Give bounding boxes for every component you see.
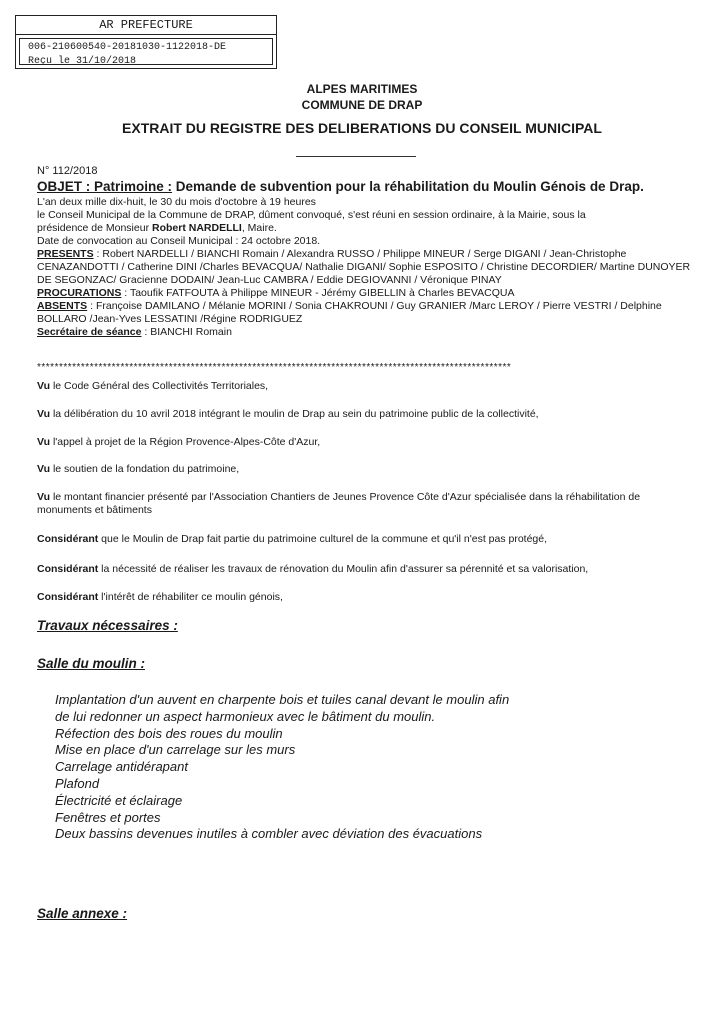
list-item: Implantation d'un auvent en charpente bois et tuiles canal devant le moulin afin xyxy=(55,692,510,707)
considerant-keyword: Considérant xyxy=(37,533,99,545)
vu-item xyxy=(37,436,697,449)
vu-keyword: Vu xyxy=(37,380,51,392)
vu-text: l'appel à projet de la Région Provence-Alpes-Côte d'Azur, xyxy=(50,436,321,448)
presidence-text: présidence de Monsieur xyxy=(37,222,152,234)
vu-keyword: Vu xyxy=(37,436,51,448)
stamp-title: AR PREFECTURE xyxy=(16,16,276,35)
absents-names: : Françoise DAMILANO / Mélanie MORINI / Sonia CHAKROUNI / Guy GRANIER /Marc LEROY / Pierre VESTRI / Delphine BOLLARO /Jean-Yves LESSATINI /Régine RODRIGUEZ xyxy=(37,300,662,325)
considerant-keyword: Considérant xyxy=(37,563,99,575)
secretaire-name: : BIANCHI Romain xyxy=(141,326,232,338)
list-item: Plafond xyxy=(55,775,100,791)
department-heading: ALPES MARITIMES xyxy=(306,82,418,96)
vu-keyword: Vu xyxy=(37,408,51,420)
commune-heading: COMMUNE DE DRAP xyxy=(301,98,423,112)
considerant-text: que le Moulin de Drap fait partie du patrimoine culturel de la commune et qu'il n'est pas protégé, xyxy=(98,533,548,545)
document-title: EXTRAIT DU REGISTRE DES DELIBERATIONS DU CONSEIL MUNICIPAL xyxy=(122,120,602,136)
procurations-list xyxy=(37,287,701,300)
stamp-reference: 006-210600540-20181030-1122018-DE xyxy=(28,42,227,53)
considerant-item xyxy=(37,533,697,546)
travaux-heading: Travaux nécessaires : xyxy=(37,618,178,633)
vu-item xyxy=(37,491,697,517)
list-item: de lui redonner un aspect harmonieux avec le bâtiment du moulin. xyxy=(55,708,436,724)
salle-annexe-heading: Salle annexe : xyxy=(37,906,128,921)
considerant-item xyxy=(37,591,697,604)
vu-keyword: Vu xyxy=(37,463,51,475)
list-item: Mise en place d'un carrelage sur les murs xyxy=(55,742,296,758)
secretaire-line xyxy=(37,326,701,339)
mayor-name: Robert NARDELLI xyxy=(151,222,242,234)
travaux-list xyxy=(55,692,509,843)
title-divider xyxy=(296,156,416,157)
deliberation-number: N° 112/2018 xyxy=(37,165,98,177)
considerant-keyword: Considérant xyxy=(37,591,99,603)
procurations-names: : Taoufik FATFOUTA à Philippe MINEUR - Jérémy GIBELLIN à Charles BEVACQUA xyxy=(121,287,515,299)
intro-council: le Conseil Municipal de la Commune de DRAP, dûment convoqué, s'est réuni en session ordinaire, à la Mairie, sous la xyxy=(37,209,586,221)
convocation-date: Date de convocation au Conseil Municipal : 24 octobre 2018. xyxy=(37,235,321,247)
stamp-inner-box xyxy=(19,38,273,65)
intro-date: L'an deux mille dix-huit, le 30 du mois d'octobre à 19 heures xyxy=(37,196,316,208)
objet-text: Demande de subvention pour la réhabilitation du Moulin Génois de Drap. xyxy=(172,179,644,194)
vu-item xyxy=(37,408,697,421)
intro-presidence xyxy=(37,222,701,235)
prefecture-stamp xyxy=(15,15,277,69)
considerant-text: l'intérêt de réhabiliter ce moulin génois, xyxy=(98,591,283,603)
list-item: Électricité et éclairage xyxy=(55,792,183,808)
absents-label: ABSENTS xyxy=(37,300,88,312)
vu-text: le montant financier présenté par l'Association Chantiers de Jeunes Provence Côte d'Azur spécialisée dans la réhabilitation de monuments et bâtiments xyxy=(37,491,641,516)
mayor-title: , Maire. xyxy=(241,222,277,234)
stamp-received-date: Reçu le 31/10/2018 xyxy=(28,56,137,67)
considerant-item xyxy=(37,563,697,576)
separator-stars: ************************************************************************************************************ xyxy=(37,362,512,373)
secretaire-label: Secrétaire de séance xyxy=(37,326,142,338)
presents-list xyxy=(37,248,701,287)
vu-text: la délibération du 10 avril 2018 intégrant le moulin de Drap au sein du patrimoine public de la collectivité, xyxy=(50,408,539,420)
procurations-label: PROCURATIONS xyxy=(37,287,122,299)
list-item: Carrelage antidérapant xyxy=(55,759,188,775)
list-item: Fenêtres et portes xyxy=(55,809,161,825)
vu-item xyxy=(37,463,697,476)
vu-keyword: Vu xyxy=(37,491,51,503)
vu-text: le Code Général des Collectivités Territoriales, xyxy=(50,380,269,392)
objet-line xyxy=(37,180,701,193)
considerant-text: la nécessité de réaliser les travaux de rénovation du Moulin afin d'assurer sa pérennité et sa valorisation, xyxy=(98,563,589,575)
absents-list xyxy=(37,300,701,326)
list-item: Réfection des bois des roues du moulin xyxy=(55,725,283,741)
presents-label: PRESENTS xyxy=(37,248,94,260)
objet-label: OBJET : Patrimoine : xyxy=(37,179,173,194)
vu-item xyxy=(37,380,697,393)
session-intro xyxy=(37,196,701,339)
vu-text: le soutien de la fondation du patrimoine, xyxy=(50,463,240,475)
list-item: Deux bassins devenues inutiles à combler avec déviation des évacuations xyxy=(55,826,483,842)
presents-names: : Robert NARDELLI / BIANCHI Romain / Alexandra RUSSO / Philippe MINEUR / Serge DIGANI / Jean-Christophe CENAZANDOTTI / Catherine DINI /Charles BEVACQUA/ Nathalie DIGANI/ Sophie ESPOSITO / Christine DECORDIER/ Martine DUNOYER DE SEGONZAC/ Gracienne DODAIN/ Jean-Luc CAMBRA / Eddie DEGIOVANNI / Véronique PINAY xyxy=(37,248,691,286)
salle-moulin-heading: Salle du moulin : xyxy=(37,656,146,671)
